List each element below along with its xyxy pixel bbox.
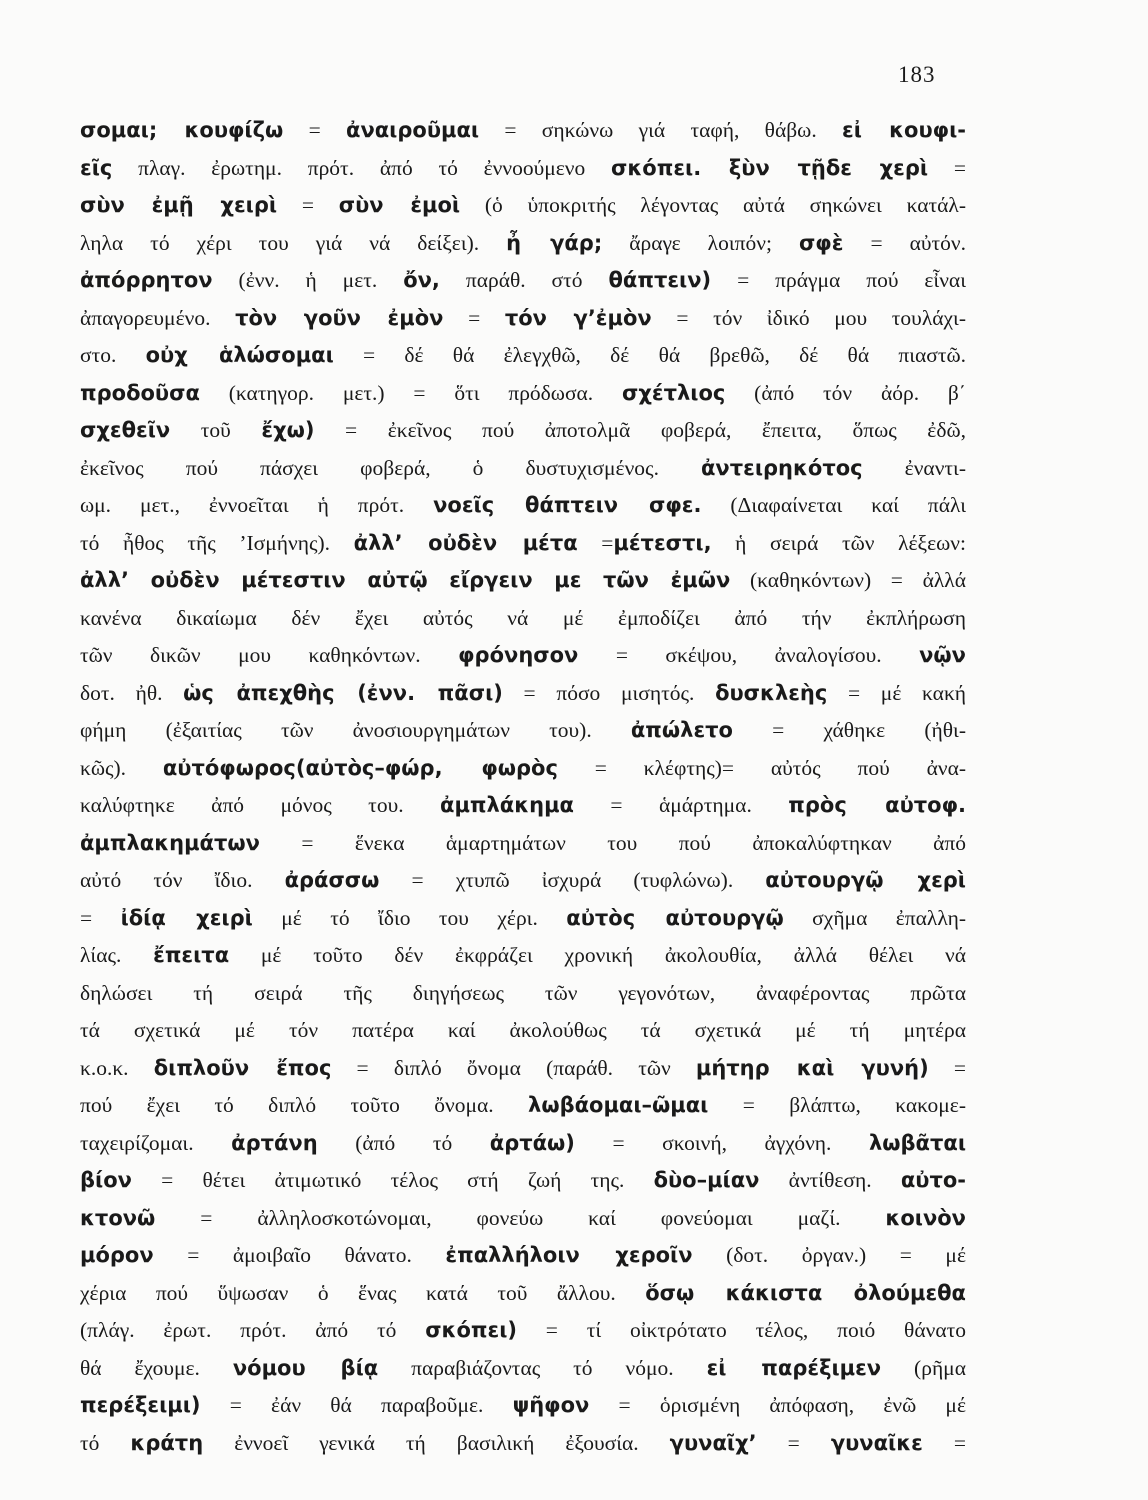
- gloss-text: =: [443, 305, 505, 330]
- lemma-term: ἀρτάω): [489, 1130, 575, 1155]
- text-line: [80, 1387, 966, 1425]
- gloss-text: = πράγμα πού εἶναι: [711, 268, 966, 292]
- text-line: [80, 150, 966, 188]
- lemma-term: εῖς: [80, 155, 113, 180]
- lemma-term: διπλοῦν ἔπος: [153, 1055, 332, 1080]
- lemma-term: ἀλλ’ οὐδὲν μέτα: [353, 530, 578, 555]
- lemma-term: ἀράσσω: [284, 868, 380, 892]
- text-line: [80, 1125, 966, 1163]
- gloss-text: παραβιάζοντας τό νόμο.: [378, 1355, 707, 1380]
- lemma-term: ἀμπλάκημα: [440, 793, 574, 817]
- gloss-text: = ὁρισμένη ἀπόφαση, ἐνῶ μέ: [589, 1393, 966, 1417]
- text-line: [80, 600, 966, 638]
- lemma-term: φρόνησον: [458, 643, 579, 667]
- lemma-term: πρὸς αὐτοφ.: [788, 793, 966, 817]
- gloss-text: θά ἔχουμε.: [80, 1355, 233, 1380]
- gloss-text: (κατηγορ. μετ.) = ὅτι πρόδωσα.: [199, 380, 623, 405]
- gloss-text: =: [922, 1430, 966, 1455]
- text-line: [80, 112, 966, 150]
- text-line: [80, 862, 966, 900]
- lemma-term: αὐτὸς αὐτουργῷ: [566, 905, 784, 930]
- lemma-term: ὄν,: [403, 268, 440, 292]
- gloss-text: πλαγ. ἐρωτημ. πρότ. ἀπό τό ἐννοούμενο: [112, 155, 612, 180]
- lemma-term: δυσκλεὴς: [715, 680, 828, 705]
- lemma-term: κτονῶ: [80, 1205, 156, 1230]
- gloss-text: μέ τό ἴδιο του χέρι.: [252, 905, 567, 930]
- text-line: [80, 1162, 966, 1200]
- gloss-text: τό: [80, 1430, 131, 1455]
- gloss-text: δοτ. ἠθ.: [80, 680, 184, 705]
- gloss-text: =: [277, 193, 339, 217]
- lemma-term: ὅσῳ κάκιστα ὀλούμεθα: [645, 1280, 966, 1305]
- gloss-text: = ἐάν θά παραβοῦμε.: [200, 1393, 513, 1417]
- gloss-text: σχῆμα ἐπαλλη-: [783, 905, 966, 930]
- lemma-term: κράτη: [130, 1430, 204, 1455]
- lemma-term: κοινὸν: [885, 1205, 966, 1230]
- gloss-text: = κλέφτης)= αὐτός πού ἀνα-: [557, 755, 966, 780]
- lemma-term: ἔπειτα: [153, 943, 230, 967]
- gloss-text: (ἀπό τόν ἀόρ. β΄: [725, 380, 967, 405]
- gloss-text: ταχειρίζομαι.: [80, 1130, 232, 1155]
- text-line: [80, 1350, 966, 1388]
- lemma-term: γυναῖκε: [830, 1430, 923, 1455]
- gloss-text: μέ τοῦτο δέν ἐκφράζει χρονική ἀκολουθία, ἀλλά θέλει νά: [229, 943, 966, 967]
- gloss-text: =: [928, 1055, 966, 1080]
- gloss-text: χέρια πού ὕψωσαν ὁ ἕνας κατά τοῦ ἄλλου.: [80, 1280, 646, 1305]
- gloss-text: = ἁμάρτημα.: [574, 793, 789, 817]
- lemma-term: ἀπώλετο: [630, 718, 733, 742]
- gloss-text: (ἀπό τό: [317, 1130, 490, 1155]
- text-line: [80, 562, 966, 600]
- lemma-term: σχέτλιος: [622, 380, 726, 405]
- lemma-term: τὸν γοῦν ἐμὸν: [235, 305, 444, 330]
- text-line: [80, 1312, 966, 1350]
- lemma-term: αὐτόφωρος(αὐτὸς–φώρ, φωρὸς: [162, 755, 558, 780]
- gloss-text: (καθηκόντων) = ἀλλά: [730, 568, 966, 592]
- text-line: [80, 637, 966, 675]
- text-line: [80, 712, 966, 750]
- gloss-text: =: [756, 1430, 831, 1455]
- gloss-text: = αὐτόν.: [843, 230, 966, 255]
- gloss-text: = χτυπῶ ἰσχυρά (τυφλώνω).: [379, 868, 766, 892]
- text-line: [80, 1012, 966, 1050]
- lemma-term: ἐπαλλήλοιν χεροῖν: [445, 1243, 693, 1267]
- gloss-text: φήμη (ἐξαιτίας τῶν ἀνοσιουργημάτων του).: [80, 718, 631, 742]
- lemma-term: νοεῖς θάπτειν σφε.: [433, 493, 702, 517]
- lemma-term: βίον: [80, 1168, 132, 1192]
- gloss-text: (ρῆμα: [881, 1355, 966, 1380]
- gloss-text: = σκοινή, ἀγχόνη.: [574, 1130, 869, 1155]
- text-line: [80, 750, 966, 788]
- gloss-text: = διπλό ὄνομα (παράθ. τῶν: [331, 1055, 696, 1080]
- gloss-text: κανένα δικαίωμα δέν ἔχει αὐτός νά μέ ἐμποδίζει ἀπό τήν ἐκπλήρωση: [80, 605, 966, 630]
- lemma-term: σομαι; κουφίζω: [80, 118, 284, 142]
- gloss-text: ἐννοεῖ γενικά τή βασιλική ἐξουσία.: [203, 1430, 670, 1455]
- text-line: [80, 262, 966, 300]
- lemma-term: ἀναιροῦμαι: [346, 118, 480, 142]
- gloss-text: τοῦ: [170, 418, 262, 442]
- lemma-term: ἰδίᾳ χειρὶ: [120, 905, 253, 930]
- lemma-term: ἀλλ’ οὐδὲν μέτεστιν αὐτῷ εἴργειν με τῶν ἐμῶν: [80, 568, 731, 592]
- gloss-text: τά σχετικά μέ τόν πατέρα καί ἀκολούθως τά σχετικά μέ τή μητέρα: [80, 1018, 966, 1042]
- lemma-term: μήτηρ καὶ γυνή): [695, 1055, 929, 1080]
- gloss-text: δηλώσει τή σειρά τῆς διηγήσεως τῶν γεγονότων, ἀναφέροντας πρῶτα: [80, 980, 966, 1005]
- gloss-text: = βλάπτω, κακομε-: [708, 1093, 966, 1117]
- gloss-text: = μέ κακή: [827, 680, 967, 705]
- text-line: [80, 975, 966, 1013]
- gloss-text: = σκέψου, ἀναλογίσου.: [578, 643, 920, 667]
- gloss-text: ἐκεῖνος πού πάσχει φοβερά, ὁ δυστυχισμένος.: [80, 455, 701, 480]
- gloss-text: ληλα τό χέρι του γιά νά δείξει).: [80, 230, 507, 255]
- lemma-term: τόν γ’ἐμὸν: [504, 305, 652, 330]
- text-line: [80, 1425, 966, 1463]
- gloss-text: ωμ. μετ., ἐννοεῖται ἡ πρότ.: [80, 493, 434, 517]
- gloss-text: = ἐκεῖνος πού ἀποτολμᾶ φοβερά, ἔπειτα, ὅπως ἐδῶ,: [314, 418, 966, 442]
- gloss-text: στο.: [80, 343, 146, 367]
- gloss-text: ἄραγε λοιπόν;: [602, 230, 799, 255]
- lemma-term: ψῆφον: [512, 1393, 590, 1417]
- gloss-text: = πόσο μισητός.: [502, 680, 716, 705]
- text-line: [80, 900, 966, 938]
- gloss-text: = τόν ἰδικό μου τουλάχι-: [651, 305, 966, 330]
- gloss-text: κῶς).: [80, 755, 163, 780]
- text-line: [80, 337, 966, 375]
- lemma-term: σχεθεῖν: [80, 418, 171, 442]
- gloss-text: ἀπαγορευμένο.: [80, 305, 236, 330]
- lemma-term: ἀρτάνη: [231, 1130, 318, 1155]
- gloss-text: (Διαφαίνεται καί πάλι: [701, 493, 966, 517]
- lemma-term: ἀπόρρητον: [80, 268, 213, 292]
- text-line: [80, 412, 966, 450]
- lemma-term: δὺο–μίαν: [653, 1168, 760, 1192]
- gloss-text: καλύφτηκε ἀπό μόνος του.: [80, 793, 441, 817]
- gloss-text: = ἀμοιβαῖο θάνατο.: [153, 1243, 446, 1267]
- lemma-term: ἀμπλακημάτων: [80, 830, 260, 855]
- lemma-term: σφὲ: [798, 230, 844, 255]
- lemma-term: θάπτειν): [608, 268, 712, 292]
- lemma-term: σκόπει. ξὺν τῇδε χερὶ: [611, 155, 929, 180]
- gloss-text: = ἀλληλοσκοτώνομαι, φονεύω καί φονεύομαι μαζί.: [155, 1205, 886, 1230]
- lemma-term: γυναῖχ’: [669, 1430, 757, 1455]
- gloss-text: = τί οἰκτρότατο τέλος, ποιό θάνατο: [516, 1318, 966, 1342]
- lemma-term: ἀντειρηκότος: [701, 455, 863, 480]
- gloss-text: = χάθηκε (ἠθι-: [732, 718, 967, 742]
- text-line: [80, 1050, 966, 1088]
- text-line: [80, 187, 966, 225]
- gloss-text: =: [928, 155, 966, 180]
- gloss-text: κ.ο.κ.: [80, 1055, 154, 1080]
- text-line: [80, 937, 966, 975]
- gloss-text: =: [80, 905, 121, 930]
- lemma-term: οὐχ ἁλώσομαι: [145, 343, 334, 367]
- lemma-term: σὺν ἐμοὶ: [338, 193, 461, 217]
- lemma-term: λωβάομαι–ῶμαι: [528, 1093, 709, 1117]
- gloss-text: τό ἦθος τῆς ’Ισμήνης).: [80, 530, 354, 555]
- lemma-term: εἰ παρέξιμεν: [706, 1355, 882, 1380]
- text-line: [80, 1237, 966, 1275]
- gloss-text: πού ἔχει τό διπλό τοῦτο ὄνομα.: [80, 1093, 529, 1117]
- lemma-term: ἔχω): [261, 418, 315, 442]
- gloss-text: αὐτό τόν ἴδιο.: [80, 868, 285, 892]
- lemma-term: αὐτο-: [900, 1168, 966, 1192]
- lemma-term: αὐτουργῷ χερὶ: [765, 868, 966, 892]
- text-line: [80, 825, 966, 863]
- lemma-term: σκόπει): [425, 1318, 517, 1342]
- gloss-text: παράθ. στό: [439, 268, 609, 292]
- glossary-text: [80, 112, 966, 1462]
- lemma-term: ἦ γάρ;: [506, 230, 603, 255]
- text-line: [80, 1200, 966, 1238]
- gloss-text: = ἕνεκα ἁμαρτημάτων του πού ἀποκαλύφτηκαν ἀπό: [259, 830, 966, 855]
- text-line: [80, 1087, 966, 1125]
- gloss-text: =: [283, 118, 347, 142]
- gloss-text: ἐναντι-: [862, 455, 966, 480]
- gloss-text: (ὁ ὑποκριτής λέγοντας αὐτά σηκώνει κατάλ-: [460, 193, 966, 217]
- lemma-term: μόρον: [80, 1243, 154, 1267]
- gloss-text: = θέτει ἀτιμωτικό τέλος στή ζωή της.: [131, 1168, 654, 1192]
- lemma-term: περέξειμι): [80, 1393, 201, 1417]
- text-line: [80, 300, 966, 338]
- gloss-text: ἀντίθεση.: [759, 1168, 901, 1192]
- text-line: [80, 675, 966, 713]
- text-line: [80, 1275, 966, 1313]
- lemma-term: ὡς ἀπεχθὴς (ἐνν. πᾶσι): [183, 680, 503, 705]
- lemma-term: νῷν: [919, 643, 966, 667]
- text-line: [80, 225, 966, 263]
- text-line: [80, 375, 966, 413]
- lemma-term: λωβᾶται: [868, 1130, 966, 1155]
- lemma-term: προδοῦσα: [80, 380, 200, 405]
- gloss-text: = δέ θά ἐλεγχθῶ, δέ θά βρεθῶ, δέ θά πιαστῶ.: [333, 343, 967, 367]
- lemma-term: σὺν ἐμῇ χειρὶ: [80, 193, 278, 217]
- gloss-text: (πλάγ. ἐρωτ. πρότ. ἀπό τό: [80, 1318, 426, 1342]
- text-line: [80, 525, 966, 563]
- gloss-text: (ἐνν. ἡ μετ.: [212, 268, 404, 292]
- gloss-text: λίας.: [80, 943, 154, 967]
- lemma-term: μέτεστι,: [613, 530, 712, 555]
- gloss-text: =: [577, 530, 614, 555]
- lemma-term: εἰ κουφι-: [842, 118, 966, 142]
- gloss-text: = σηκώνω γιά ταφή, θάβω.: [479, 118, 843, 142]
- gloss-text: ἡ σειρά τῶν λέξεων:: [711, 530, 966, 555]
- text-line: [80, 787, 966, 825]
- text-line: [80, 450, 966, 488]
- gloss-text: τῶν δικῶν μου καθηκόντων.: [80, 643, 459, 667]
- lemma-term: νόμου βίᾳ: [232, 1355, 379, 1380]
- text-line: [80, 487, 966, 525]
- gloss-text: (δοτ. ὀργαν.) = μέ: [692, 1243, 966, 1267]
- page-number: 183: [898, 62, 936, 87]
